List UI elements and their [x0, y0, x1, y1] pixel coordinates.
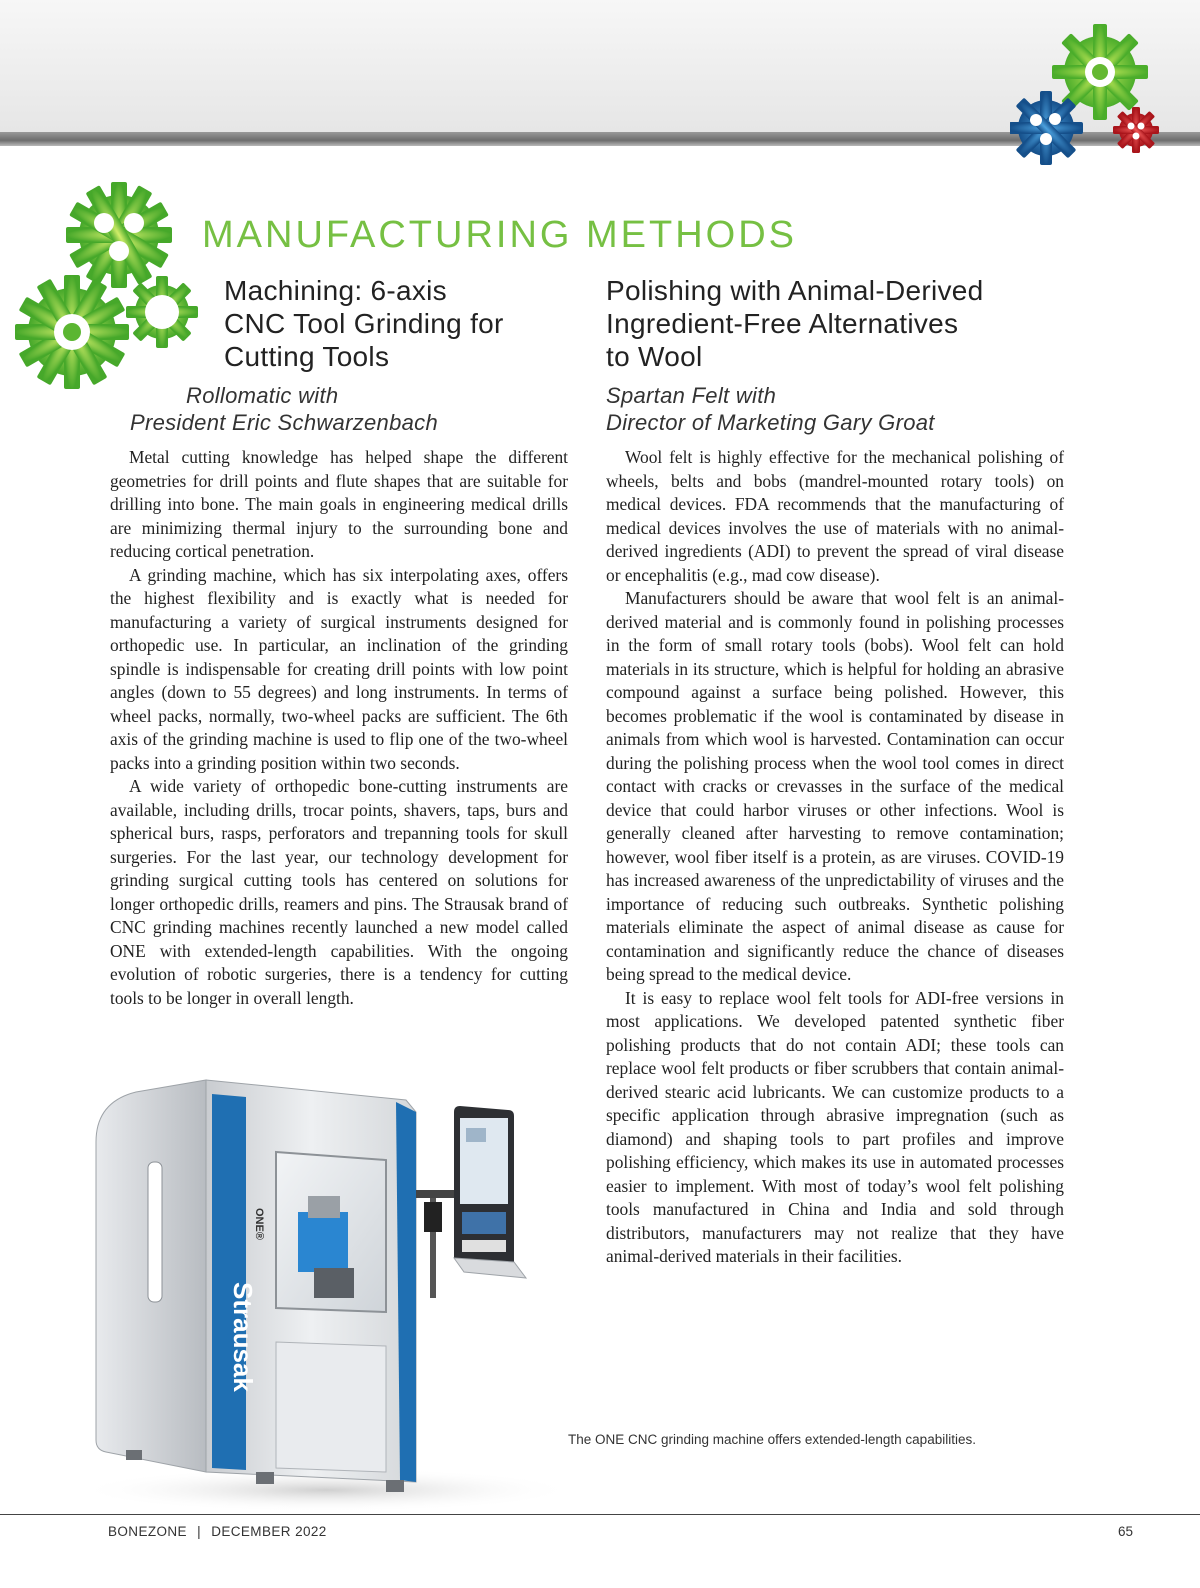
- image-caption: The ONE CNC grinding machine offers extended-length capabilities.: [568, 1432, 976, 1447]
- left-article-body: [110, 446, 568, 1010]
- paragraph: A wide variety of orthopedic bone-cutting instruments are available, including drills, trocar points, shavers, taps, burs and spherical burs, rasps, perforators and trepanning tools for skull surgeries. For the last year, our technology development for grinding surgical cutting tools has centered on solutions for longer orthopedic drills, reamers and pins. The Strausak brand of CNC grinding machines recently launched a new model called ONE with extended-length capabilities. With the ongoing evolution of robotic surgeries, there is a tendency for cutting tools to be longer in overall length.: [110, 776, 568, 1008]
- left-article-byline: [130, 382, 460, 436]
- right-article-body: [606, 446, 1064, 1269]
- publication-name: BONEZONE: [108, 1524, 187, 1539]
- footer-rule: [0, 1514, 1200, 1515]
- headline-line: Machining: 6-axis: [224, 275, 447, 306]
- footer-publication-info: [108, 1524, 327, 1539]
- section-title: MANUFACTURING METHODS: [202, 214, 797, 256]
- issue-date: DECEMBER 2022: [211, 1524, 327, 1539]
- left-article-headline: [224, 274, 504, 373]
- headline-line: CNC Tool Grinding for: [224, 308, 504, 339]
- paragraph: Wool felt is highly effective for the mechanical polishing of wheels, belts and bobs (mandrel-mounted rotary tools) on medical devices. FDA recommends that the manufacturing of medical devices involves the use of materials with no animal-derived ingredients (ADI) to prevent the spread of viral disease or encephalitis (e.g., mad cow disease).: [606, 447, 1064, 585]
- gear-cluster-section-icon: [14, 180, 204, 395]
- byline-line: Spartan Felt with: [606, 383, 777, 408]
- headline-line: Cutting Tools: [224, 341, 390, 372]
- byline-line: Director of Marketing Gary Groat: [606, 410, 935, 435]
- model-label: ONE®: [253, 1208, 265, 1240]
- gear-cluster-top-right-icon: [1010, 22, 1180, 172]
- paragraph: Metal cutting knowledge has helped shape the different geometries for drill points and flute shapes that are suitable for drilling into bone. The main goals in engineering medical drills are minimizing thermal injury to the surrounding bone and reducing cortical penetration.: [110, 447, 568, 561]
- footer-separator: |: [197, 1524, 202, 1539]
- right-article-headline: [606, 274, 984, 373]
- paragraph: Manufacturers should be aware that wool felt is an animal-derived material and is commonly found in polishing processes in the form of small rotary tools (bobs). Wool felt can hold materials in its structure, which is helpful for holding an abrasive compound against a surface being polished. However, this becomes problematic if the wool is contaminated by disease in animals from which wool is harvested. Contamination can occur during the polishing process when the wool tool comes in direct contact with cracks or crevasses in the surface of the medical device that could harbor viruses or other infections. Wool is generally cleaned after harvesting to remove contamination; however, wool fiber itself is a protein, as are viruses. COVID-19 has increased awareness of the unpredictability of viruses and the importance of reducing such outbreaks. Synthetic polishing materials eliminate the aspect of animal disease as cause for contamination and significantly reduce the chance of diseases being spread to the medical device.: [606, 588, 1064, 984]
- headline-line: to Wool: [606, 341, 703, 372]
- cnc-machine-image: [86, 1072, 586, 1512]
- paragraph: It is easy to replace wool felt tools for ADI-free versions in most applications. We developed patented synthetic fiber polishing products that do not contain ADI; these tools can replace wool felt products or fiber scrubbers that contain animal-derived stearic acid lubricants. We can customize products to a specific application through abrasive impregnation (such as diamond) and shaping tools to part profiles and improve polishing efficiency, which makes its use in automated processes easier to implement. With most of today’s wool felt polishing tools manufactured in China and India and sold through distributors, manufacturers may not realize that they have animal-derived materials in their facilities.: [606, 987, 1064, 1266]
- right-article-byline: [606, 382, 935, 436]
- headline-line: Ingredient-Free Alternatives: [606, 308, 959, 339]
- paragraph: A grinding machine, which has six interpolating axes, offers the highest flexibility and is exactly what is needed for manufacturing a variety of surgical instruments designed for orthopedic use. In particular, an inclination of the grinding spindle is indispensable for creating drill points with low point angles (down to 55 degrees) and long instruments. In terms of wheel packs, normally, two-wheel packs are sufficient. The 6th axis of the grinding machine is used to flip one of the two-wheel packs into a grinding position within two seconds.: [110, 564, 568, 773]
- byline-line: President Eric Schwarzenbach: [130, 410, 438, 435]
- headline-line: Polishing with Animal-Derived: [606, 275, 984, 306]
- page-number: 65: [1118, 1524, 1134, 1539]
- brand-label: Strausak: [228, 1282, 258, 1392]
- byline-line: Rollomatic with: [186, 383, 339, 408]
